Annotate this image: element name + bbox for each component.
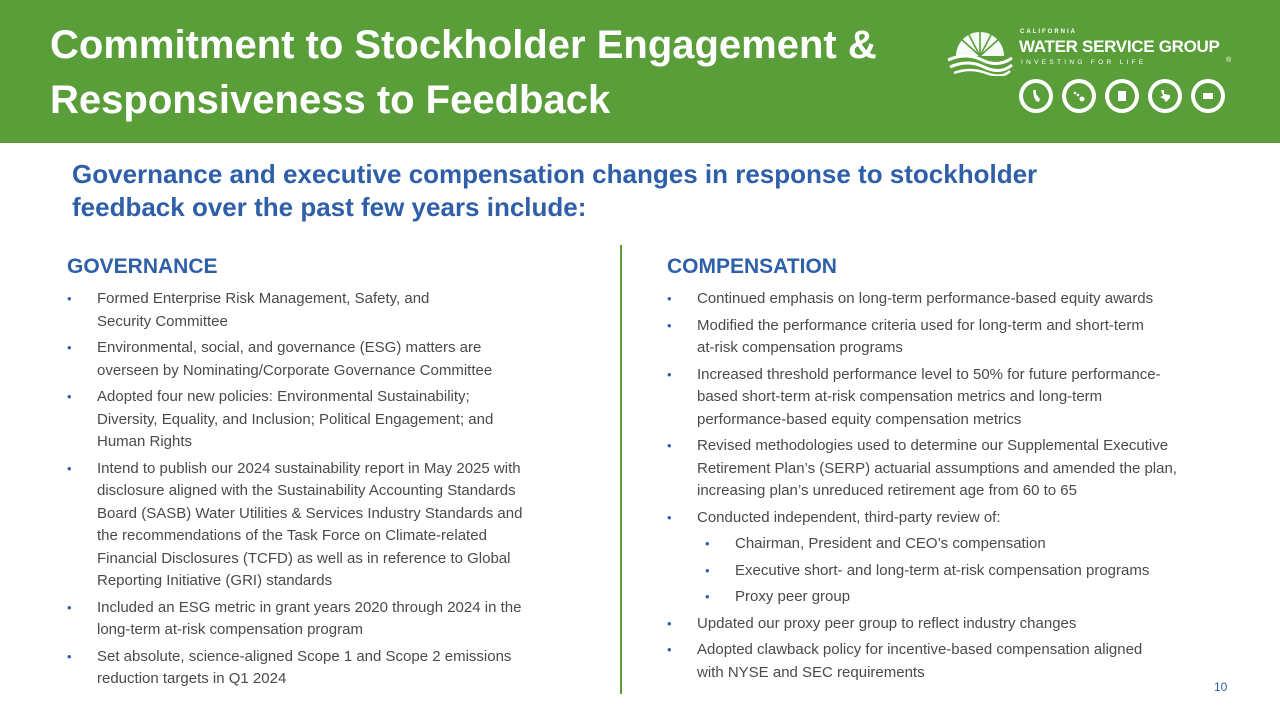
list-item: • Revised methodologies used to determine our Supplemental Executive Retirement Plan’s (SERP) actuarial assumptions and amended the plan, increasing plan’s unreduced retirement age from 60 to 65 [667,435,1242,503]
logo-name: WATER SERVICE GROUP [1019,37,1220,56]
compensation-heading: COMPENSATION [667,255,837,278]
logo-top-text: CALIFORNIA [1020,29,1077,35]
texas-state-icon [1148,79,1182,113]
slide-subtitle: Governance and executive compensation changes in response to stockholder feedback over the past few years include: [72,159,1038,222]
list-item: • Included an ESG metric in grant years 2020 through 2024 in the long-term at-risk compensation program [67,597,597,642]
hawaii-state-icon [1062,79,1096,113]
logo-tagline: INVESTING FOR LIFE [1021,59,1147,66]
registered-mark: ® [1226,57,1232,64]
list-item: • Set absolute, science-aligned Scope 1 and Scope 2 emissions reduction targets in Q1 2024 [67,646,597,691]
compensation-list [667,288,1242,529]
washington-state-icon [1191,79,1225,113]
page-number: 10 [1214,680,1228,694]
company-logo [946,22,1246,122]
list-item: • Conducted independent, third-party review of: [667,507,1242,530]
list-item: • Updated our proxy peer group to reflect industry changes [667,613,1242,636]
list-item: • Intend to publish our 2024 sustainability report in May 2025 with disclosure aligned with the Sustainability Accounting Standards Board (SASB) Water Utilities & Services Industry Standards and the recommendations of the Task Force on Climate-related Financial Disclosures (TCFD) as well as in reference to Global Reporting Initiative (GRI) standards [67,458,597,593]
governance-column [67,253,597,695]
sub-list-item: • Proxy peer group [705,586,1242,609]
list-item: • Increased threshold performance level to 50% for future performance- based short-term at-risk compensation metrics and long-term performance-based equity compensation metrics [667,364,1242,432]
list-item: • Adopted clawback policy for incentive-based compensation aligned with NYSE and SEC requirements [667,639,1242,684]
state-badges [1019,79,1225,113]
list-item: • Adopted four new policies: Environmental Sustainability; Diversity, Equality, and Inclusion; Political Engagement; and Human Rights [67,386,597,454]
review-sub-list [667,533,1242,609]
sun-waves-icon [946,26,1014,76]
new-mexico-state-icon [1105,79,1139,113]
list-item: • Environmental, social, and governance (ESG) matters are overseen by Nominating/Corporate Governance Committee [67,337,597,382]
compensation-column [667,253,1242,688]
sub-list-item: • Chairman, President and CEO’s compensation [705,533,1242,556]
california-state-icon [1019,79,1053,113]
slide-title: Commitment to Stockholder Engagement & Responsiveness to Feedback [50,23,877,122]
sub-list-item: • Executive short- and long-term at-risk compensation programs [705,560,1242,583]
governance-list [67,288,597,691]
list-item: • Formed Enterprise Risk Management, Safety, and Security Committee [67,288,597,333]
list-item: • Continued emphasis on long-term performance-based equity awards [667,288,1242,311]
list-item: • Modified the performance criteria used for long-term and short-term at-risk compensation programs [667,315,1242,360]
header-banner [0,0,1280,143]
column-divider [620,245,622,694]
governance-heading: GOVERNANCE [67,255,218,278]
compensation-list-continued [667,613,1242,685]
